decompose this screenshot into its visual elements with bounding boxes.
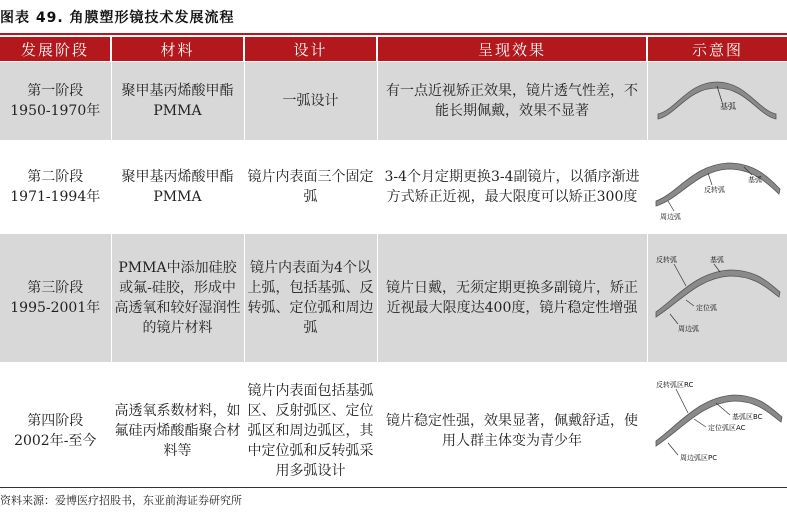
stage-cell: 第四阶段 2002年-至今 [0,363,111,500]
effect-cell: 镜片稳定性强，效果显著，佩戴舒适，使用人群主体变为青少年 [377,363,647,500]
effect-cell: 镜片日戴，无须定期更换多副镜片，矫正近视最大限度达400度，镜片稳定性增强 [377,234,647,363]
header-stage: 发展阶段 [0,37,111,62]
figure-label: 定位弧区AC [708,424,746,432]
material-cell: PMMA中添加硅胶或氟-硅胶，形成中高透氧和较好湿润性的镜片材料 [111,234,244,363]
table-row [0,62,787,141]
source-note: 资料来源：爱博医疗招股书，东亚前海证券研究所 [0,494,242,507]
diagram-cell [647,62,787,141]
design-cell: 镜片内表面包括基弧区、反射弧区、定位弧区和周边弧区，其中定位弧和反转弧采用多弧设计 [244,363,377,500]
design-cell: 镜片内表面三个固定弧 [244,141,377,234]
diagram-cell [647,141,787,234]
figure-label: 周边弧区PC [680,454,718,462]
source-rule [0,487,787,488]
lens-diagram-1 [648,62,786,134]
lens-diagram-3 [648,234,786,356]
figure-label: 反转弧 [704,186,725,194]
table-header-row [0,37,787,62]
effect-cell: 有一点近视矫正效果，镜片透气性差，不能长期佩戴，效果不显著 [377,62,647,141]
design-cell: 镜片内表面为4个以上弧，包括基弧、反转弧、定位弧和周边弧 [244,234,377,363]
header-figure: 示意图 [647,37,787,62]
stage-cell: 第三阶段 1995-2001年 [0,234,111,363]
diagram-cell [647,363,787,500]
lens-diagram-4 [648,363,786,493]
lens-diagram-2 [648,141,786,227]
figure-label: 基弧 [748,176,762,184]
stage-cell: 第二阶段 1971-1994年 [0,141,111,234]
table-row [0,141,787,234]
material-cell: 高透氧系数材料，如氟硅丙烯酸酯聚合材料等 [111,363,244,500]
table-row [0,234,787,363]
design-cell: 一弧设计 [244,62,377,141]
development-table [0,37,787,499]
material-cell: 聚甲基丙烯酸甲酯PMMA [111,62,244,141]
header-design: 设计 [244,37,377,62]
header-effect: 呈现效果 [377,37,647,62]
figure-label: 基弧区BC [732,413,763,421]
material-cell: 聚甲基丙烯酸甲酯PMMA [111,141,244,234]
title-rule [0,33,787,35]
diagram-cell [647,234,787,363]
figure-label: 定位弧 [696,304,717,312]
stage-cell: 第一阶段 1950-1970年 [0,62,111,141]
figure-label: 反转弧 [656,256,677,264]
figure-label: 基弧 [720,102,736,111]
figure-label: 周边弧 [660,213,681,221]
figure-label: 基弧 [710,256,724,264]
table-row [0,363,787,500]
header-material: 材料 [111,37,244,62]
figure-label: 周边弧 [678,325,699,333]
figure-label: 反转弧区RC [656,381,694,389]
figure-title: 图表 49. 角膜塑形镜技术发展流程 [0,10,235,26]
effect-cell: 3-4个月定期更换3-4副镜片，以循序渐进方式矫正近视，最大限度可以矫正300度 [377,141,647,234]
